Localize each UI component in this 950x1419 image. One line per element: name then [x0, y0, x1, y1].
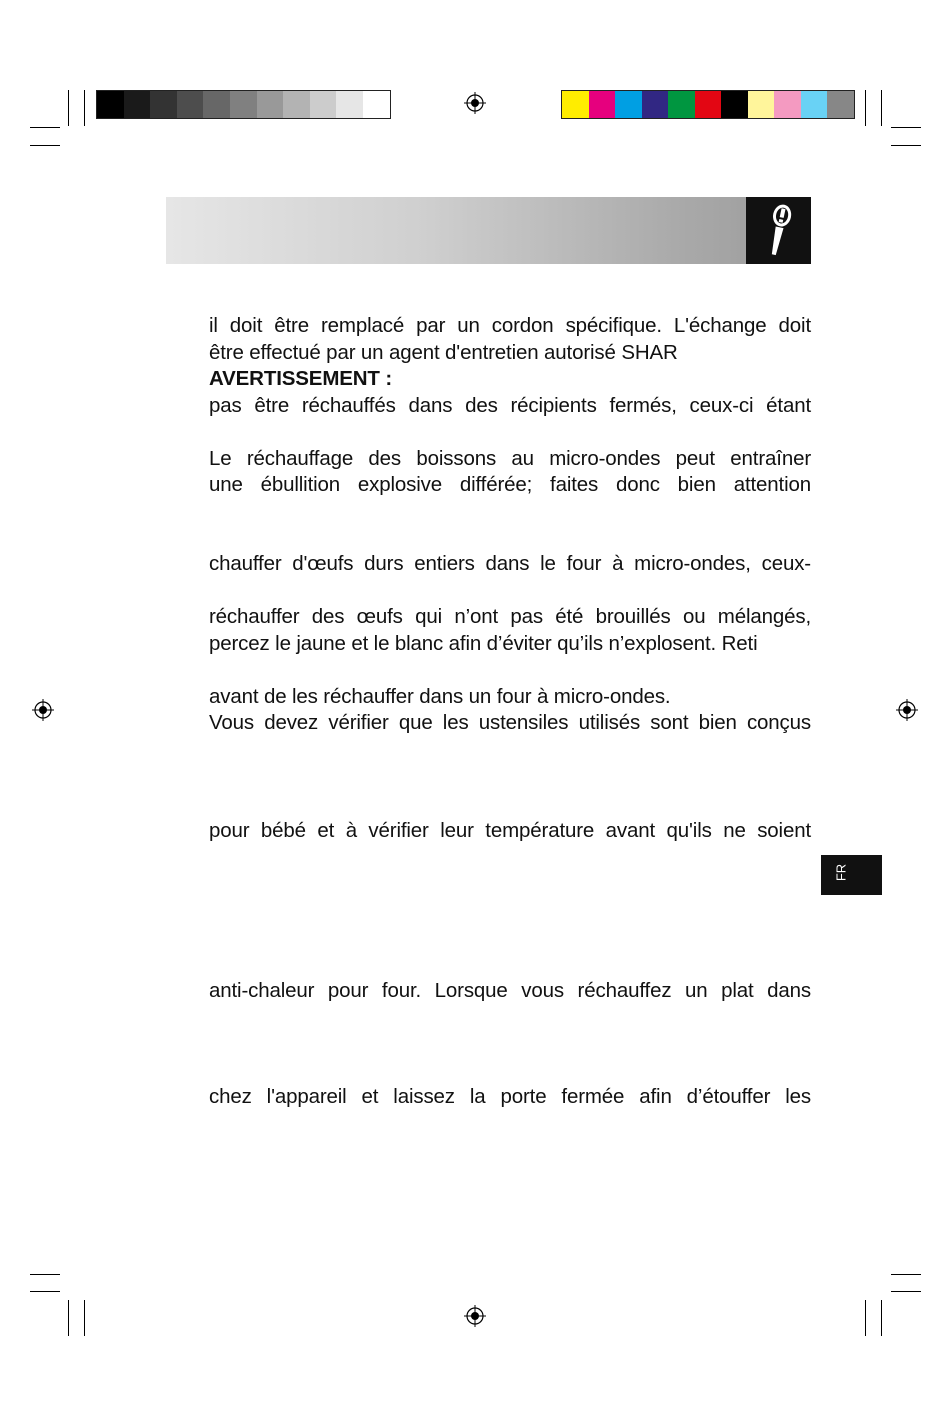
crop-mark-bottom-right-inner [881, 1300, 882, 1336]
color-swatch [695, 91, 722, 118]
color-swatch [801, 91, 828, 118]
crop-mark-top-left-h1 [30, 127, 60, 128]
body-line: réchauffer des œufs qui n’ont pas été brouillés ou mélangés, [209, 605, 811, 628]
section-header-band [166, 197, 811, 264]
crop-mark-bottom-left [68, 1300, 69, 1336]
crop-mark-top-left-inner [84, 90, 85, 126]
crop-mark-bottom-left-inner [84, 1300, 85, 1336]
header-icon-box [746, 197, 811, 264]
color-swatch [336, 91, 363, 118]
grayscale-calibration-bar [96, 90, 391, 119]
color-swatch [827, 91, 854, 118]
body-line: anti-chaleur pour four. Lorsque vous réchauffez un plat dans [209, 979, 811, 1002]
color-swatch [203, 91, 230, 118]
body-line: être effectué par un agent d'entretien autorisé SHAR [209, 341, 678, 364]
crop-mark-bottom-left-h2 [30, 1291, 60, 1292]
color-swatch [748, 91, 775, 118]
color-swatch [124, 91, 151, 118]
color-swatch [668, 91, 695, 118]
body-line: pour bébé et à vérifier leur température avant qu'ils ne soient [209, 819, 811, 842]
registration-mark-icon [32, 699, 54, 721]
color-swatch [310, 91, 337, 118]
color-swatch [642, 91, 669, 118]
crop-mark-top-right-h2 [891, 145, 921, 146]
crop-mark-top-right [865, 90, 866, 126]
warning-heading: AVERTISSEMENT : [209, 367, 393, 390]
body-line: chauffer d'œufs durs entiers dans le four à micro-ondes, ceux- [209, 552, 811, 575]
body-line: avant de les réchauffer dans un four à micro-ondes. [209, 685, 671, 708]
color-swatch [230, 91, 257, 118]
language-tab [821, 855, 882, 895]
registration-mark-icon [464, 92, 486, 114]
crop-mark-bottom-left-h1 [30, 1274, 60, 1275]
crop-mark-bottom-right [865, 1300, 866, 1336]
body-line: il doit être remplacé par un cordon spécifique. L'échange doit [209, 314, 811, 337]
body-line: Le réchauffage des boissons au micro-ondes peut entraîner [209, 447, 811, 470]
color-swatch [257, 91, 284, 118]
color-swatch [774, 91, 801, 118]
crop-mark-bottom-right-h2 [891, 1291, 921, 1292]
crop-mark-bottom-right-h1 [891, 1274, 921, 1275]
body-line: pas être réchauffés dans des récipients fermés, ceux-ci étant [209, 394, 811, 417]
crop-mark-top-right-h1 [891, 127, 921, 128]
color-swatch [615, 91, 642, 118]
color-swatch [150, 91, 177, 118]
registration-mark-icon [896, 699, 918, 721]
color-swatch [177, 91, 204, 118]
body-line: percez le jaune et le blanc afin d’éviter qu’ils n’explosent. Reti [209, 632, 758, 655]
crop-mark-top-right-inner [881, 90, 882, 126]
registration-mark-icon [464, 1305, 486, 1327]
body-line: chez l'appareil et laissez la porte fermée afin d’étouffer les [209, 1085, 811, 1108]
color-swatch [97, 91, 124, 118]
color-calibration-bar [561, 90, 855, 119]
color-swatch [283, 91, 310, 118]
color-swatch [562, 91, 589, 118]
crop-mark-top-left [68, 90, 69, 126]
body-line: une ébullition explosive différée; faites donc bien attention [209, 473, 811, 496]
color-swatch [721, 91, 748, 118]
body-line: Vous devez vérifier que les ustensiles utilisés sont bien conçus [209, 711, 811, 734]
language-tab-label: FR [833, 863, 849, 882]
color-swatch [589, 91, 616, 118]
warning-pencil-icon [746, 197, 811, 264]
crop-mark-top-left-h2 [30, 145, 60, 146]
color-swatch [363, 91, 390, 118]
